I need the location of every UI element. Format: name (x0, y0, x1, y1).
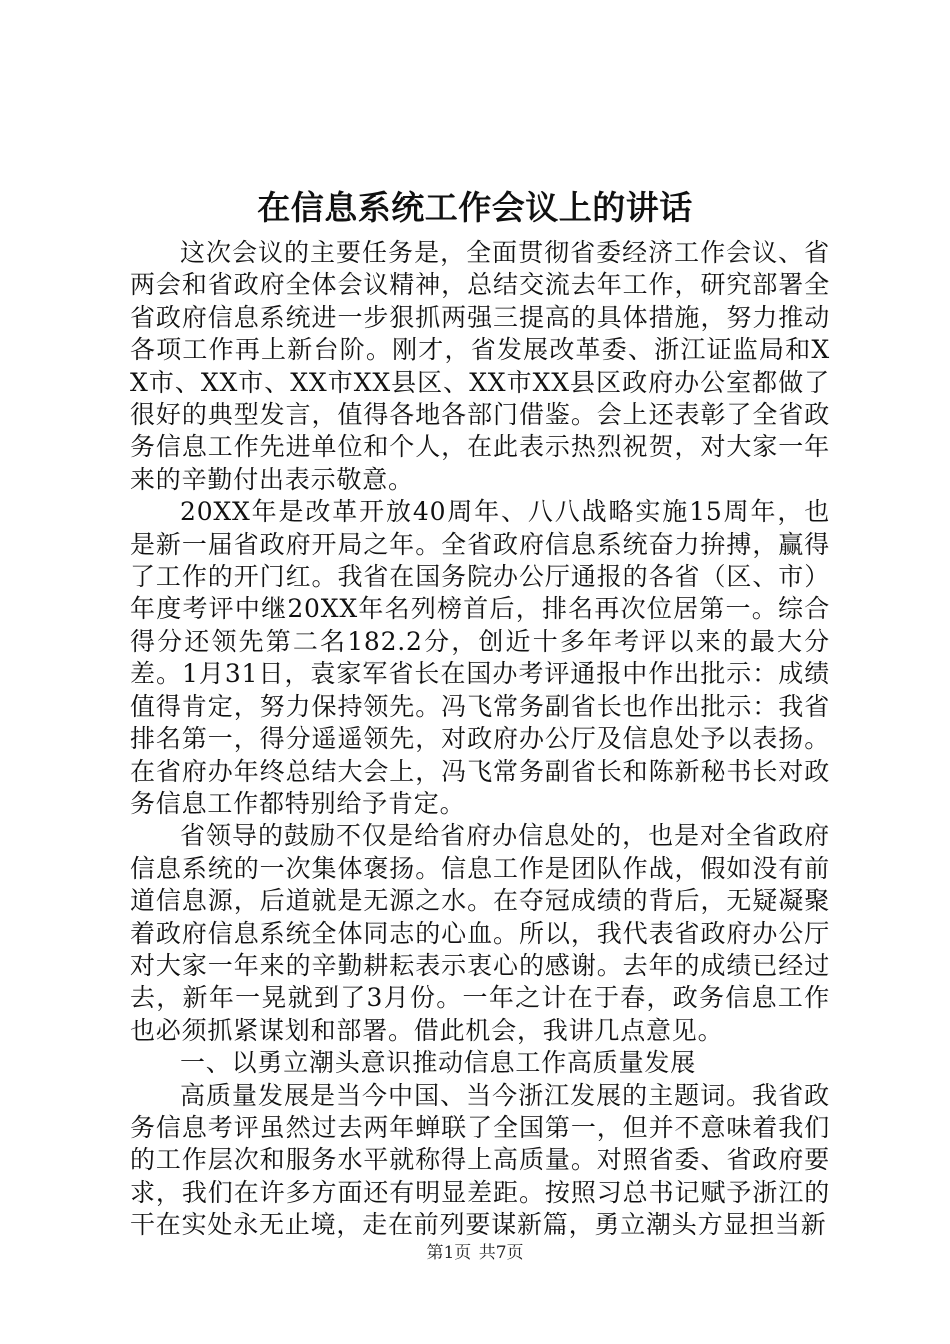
page-number: 第1页 (426, 1243, 472, 1263)
section-heading: 一、以勇立潮头意识推动信息工作高质量发展 (180, 1048, 697, 1078)
document-body (130, 237, 830, 1242)
page-total: 共7页 (478, 1243, 524, 1263)
page-footer (0, 1241, 950, 1265)
paragraph: 20XX年是改革开放40周年、八八战略实施15周年，也是新一届省政府开局之年。全省政府信息系统奋力拚搏，赢得了工作的开门红。我省在国务院办公厅通报的各省（区、市）年度考评中继20XX年名列榜首后，排名再次位居第一。综合得分还领先第二名182.2分，创近十多年考评以来的最大分差。1月31日，袁家军省长在国办考评通报中作出批示：成绩值得肯定，努力保持领先。冯飞常务副省长也作出批示：我省排名第一，得分遥遥领先，对政府办公厅及信息处予以表扬。在省府办年终总结大会上，冯飞常务副省长和陈新秘书长对政务信息工作都特别给予肯定。 (130, 497, 830, 818)
document-title: 在信息系统工作会议上的讲话 (257, 188, 693, 227)
paragraph: 这次会议的主要任务是，全面贯彻省委经济工作会议、省两会和省政府全体会议精神，总结交流去年工作，研究部署全省政府信息系统进一步狠抓两强三提高的具体措施，努力推动各项工作再上新台阶。刚才，省发展改革委、浙江证监局和XX市、XX市、XX市XX县区、XX市XX县区政府办公室都做了很好的典型发言，值得各地各部门借鉴。会上还表彰了全省政务信息工作先进单位和个人，在此表示热烈祝贺，对大家一年来的辛勤付出表示敬意。 (130, 238, 830, 494)
paragraph: 省领导的鼓励不仅是给省府办信息处的，也是对全省政府信息系统的一次集体褒扬。信息工作是团队作战，假如没有前道信息源，后道就是无源之水。在夺冠成绩的背后，无疑凝聚着政府信息系统全体同志的心血。所以，我代表省政府办公厅对大家一年来的辛勤耕耘表示衷心的感谢。去年的成绩已经过去，新年一晃就到了3月份。一年之计在于春，政务信息工作也必须抓紧谋划和部署。借此机会，我讲几点意见。 (130, 821, 830, 1045)
paragraph: 高质量发展是当今中国、当今浙江发展的主题词。我省政务信息考评虽然过去两年蝉联了全国第一，但并不意味着我们的工作层次和服务水平就称得上高质量。对照省委、省政府要求，我们在许多方面还有明显差距。按照习总书记赋予浙江的干在实处永无止境，走在前列要谋新篇，勇立潮头方显担当新 (130, 1080, 830, 1240)
